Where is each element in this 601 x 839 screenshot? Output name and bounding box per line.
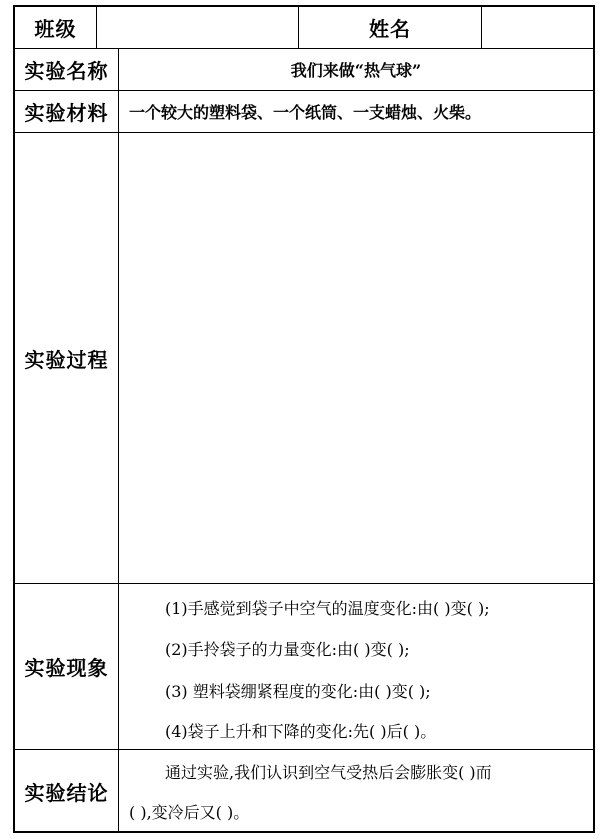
- conclusion-label: 实验结论: [15, 750, 119, 833]
- phenomena-label: 实验现象: [15, 584, 119, 749]
- name-field[interactable]: [482, 7, 593, 48]
- class-field[interactable]: [97, 7, 299, 48]
- phenomenon-item-2: (2)手拎袋子的力量变化:由( )变( );: [165, 640, 410, 659]
- materials-row: [15, 91, 593, 133]
- process-area[interactable]: [119, 133, 593, 583]
- phenomenon-item-3: (3) 塑料袋绷紧程度的变化:由( )变( );: [165, 682, 431, 701]
- conclusion-line-1: 通过实验,我们认识到空气受热后会膨胀变( )而: [165, 763, 492, 782]
- conclusion-text: [119, 750, 593, 833]
- header-row: [15, 7, 593, 49]
- phenomenon-item-1: (1)手感觉到袋子中空气的温度变化:由( )变( );: [165, 599, 490, 618]
- class-label: 班级: [15, 7, 97, 48]
- experiment-name-row: [15, 49, 593, 91]
- process-row: [15, 133, 593, 584]
- phenomena-row: [15, 584, 593, 750]
- worksheet-table: [13, 5, 595, 833]
- materials-value: 一个较大的塑料袋、一个纸筒、一支蜡烛、火柴。: [129, 103, 482, 122]
- conclusion-row: [15, 750, 593, 833]
- phenomena-list: [119, 584, 593, 749]
- experiment-name-value: 我们来做“热气球”: [290, 61, 422, 80]
- conclusion-line-2: ( ),变冷后又( )。: [129, 803, 250, 822]
- phenomenon-item-4: (4)袋子上升和下降的变化:先( )后( )。: [165, 722, 437, 741]
- materials-label: 实验材料: [15, 91, 119, 132]
- process-label: 实验过程: [15, 133, 119, 583]
- name-label: 姓名: [299, 7, 482, 48]
- experiment-name-label: 实验名称: [15, 49, 119, 90]
